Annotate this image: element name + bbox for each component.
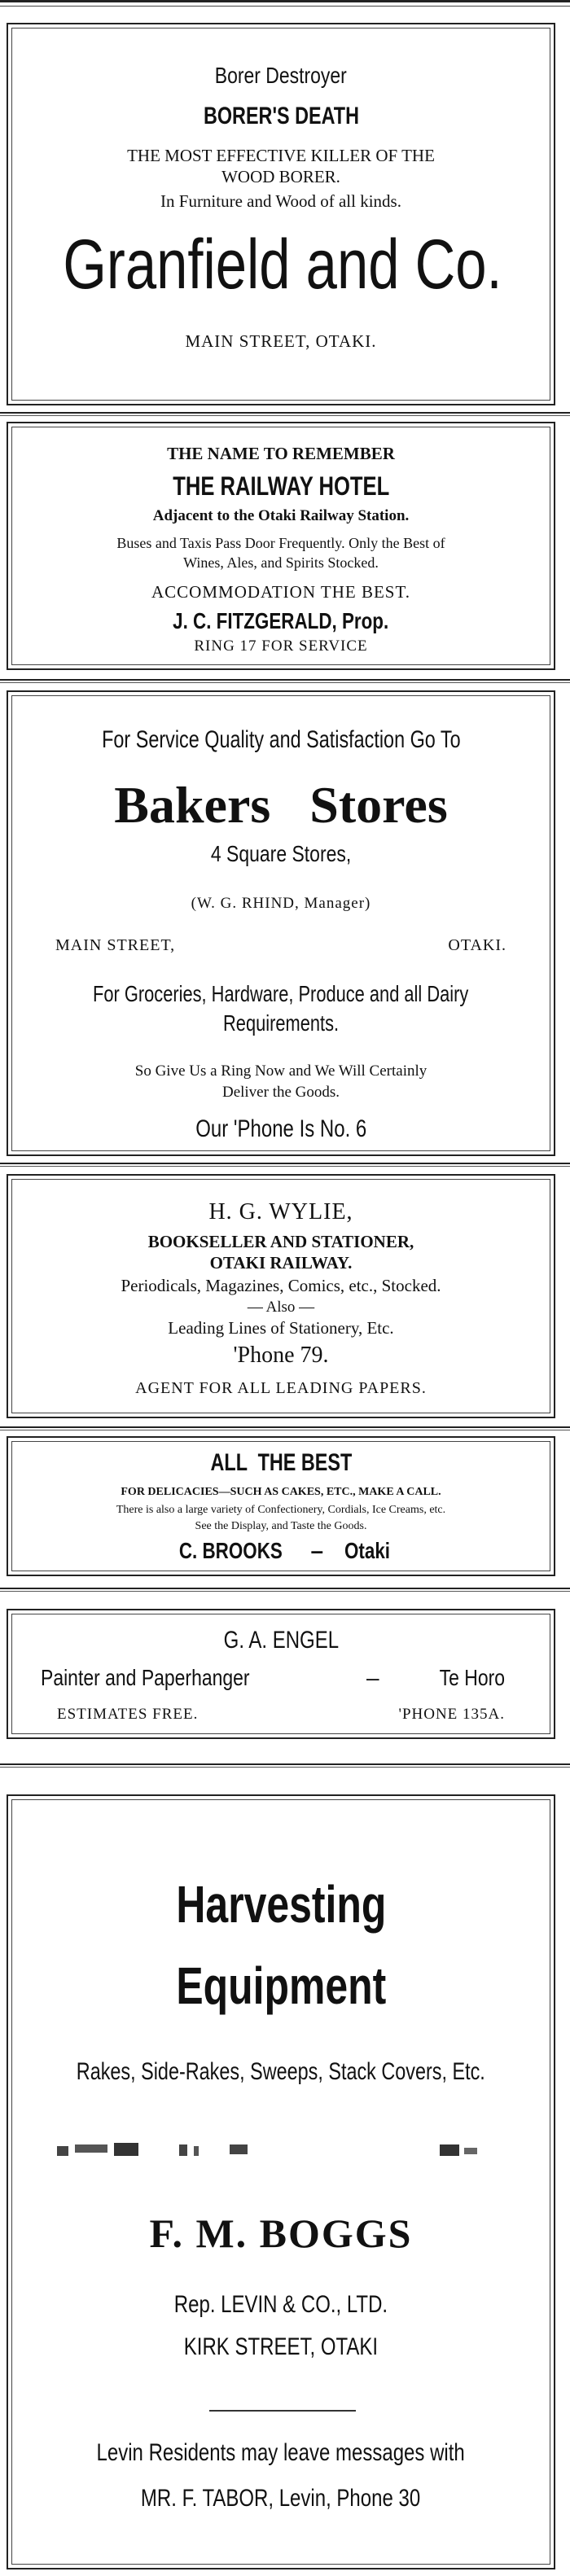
phone-number: Our 'Phone Is No. 6 — [195, 1115, 367, 1142]
ad-heading: For Service Quality and Satisfaction Go To — [101, 726, 461, 753]
town: Otaki — [344, 1538, 391, 1563]
divider — [0, 679, 570, 683]
ring-line: So Give Us a Ring Now and We Will Certainly — [134, 1062, 428, 1080]
smudged-print — [57, 2138, 489, 2162]
address: MAIN STREET, OTAKI. — [185, 331, 377, 351]
divider — [0, 1763, 570, 1768]
ad-heading: ALL THE BEST — [210, 1449, 352, 1476]
slogan-line: THE MOST EFFECTIVE KILLER OF THE — [127, 146, 435, 165]
ad-granfield — [7, 23, 555, 405]
divider — [0, 412, 570, 416]
product-name: BORER'S DEATH — [203, 103, 359, 129]
levin-line: Levin Residents may leave messages with — [96, 2439, 466, 2466]
manager: (W. G. RHIND, Manager) — [191, 895, 371, 912]
variety-line: There is also a large variety of Confectionery, Cordials, Ice Creams, etc. — [116, 1504, 446, 1516]
slogan-line: In Furniture and Wood of all kinds. — [160, 191, 401, 211]
stationery-line: Leading Lines of Stationery, Etc. — [168, 1318, 394, 1338]
tagline: Adjacent to the Otaki Railway Station. — [152, 507, 410, 524]
merchant-name: F. M. BOGGS — [149, 2210, 413, 2256]
levin-line: MR. F. TABOR, Levin, Phone 30 — [141, 2485, 421, 2512]
note-line: Wines, Ales, and Spirits Stocked. — [183, 554, 379, 571]
divider — [0, 1588, 570, 1592]
slogan-line: WOOD BORER. — [221, 167, 340, 186]
proprietor: J. C. FITZGERALD, Prop. — [173, 608, 389, 633]
shop-name: C. BROOKS — [178, 1538, 283, 1563]
ad-railway-hotel — [7, 422, 555, 670]
divider — [0, 1163, 570, 1167]
trade: Painter and Paperhanger — [41, 1665, 250, 1690]
goods-line: For Groceries, Hardware, Produce and all Dairy — [93, 981, 469, 1006]
rep-line: Rep. LEVIN & CO., LTD. — [173, 2291, 388, 2318]
ad-wylie — [7, 1174, 555, 1418]
ad-engel — [7, 1609, 555, 1739]
top-rule — [0, 0, 570, 7]
ad-bakers-stores — [7, 690, 555, 1156]
stocked-line: Periodicals, Magazines, Comics, etc., Stocked. — [121, 1276, 441, 1295]
accommodation: ACCOMMODATION THE BEST. — [151, 582, 410, 602]
company-name: Granfield and Co. — [63, 226, 502, 304]
town: Te Horo — [439, 1665, 505, 1690]
painter-name: G. A. ENGEL — [223, 1627, 339, 1654]
delicacies-line: FOR DELICACIES—SUCH AS CAKES, ETC., MAKE A CALL. — [121, 1486, 441, 1498]
ad-heading: THE NAME TO REMEMBER — [167, 444, 395, 463]
ring-line: Deliver the Goods. — [221, 1084, 340, 1101]
note-line: Buses and Taxis Pass Door Frequently. Only the Best of — [116, 535, 445, 551]
street-line: KIRK STREET, OTAKI — [183, 2333, 379, 2360]
merchant-name: H. G. WYLIE, — [208, 1199, 353, 1224]
goods-line: Requirements. — [222, 1010, 340, 1036]
phone-number: 'Phone 79. — [233, 1343, 329, 1368]
items-line: Rakes, Side-Rakes, Sweeps, Stack Covers, Etc. — [76, 2058, 486, 2085]
ad-boggs — [7, 1794, 555, 2569]
town: OTAKI. — [448, 936, 506, 954]
phone-number: 'PHONE 135A. — [398, 1706, 505, 1723]
divider — [0, 1426, 570, 1430]
short-rule — [209, 2410, 356, 2412]
estimates: ESTIMATES FREE. — [57, 1706, 199, 1723]
dash: – — [366, 1665, 379, 1690]
dash: – — [310, 1538, 324, 1563]
store-count: 4 Square Stores, — [210, 841, 352, 866]
hotel-name: THE RAILWAY HOTEL — [172, 471, 389, 501]
street: MAIN STREET, — [55, 936, 176, 954]
ad-brooks — [7, 1436, 555, 1576]
display-line: See the Display, and Taste the Goods. — [195, 1520, 367, 1532]
place: OTAKI RAILWAY. — [209, 1253, 353, 1273]
ad-subtitle: Borer Destroyer — [214, 63, 348, 88]
ring-service: RING 17 FOR SERVICE — [194, 637, 368, 655]
ad-title: Harvesting — [175, 1875, 387, 1934]
trade: BOOKSELLER AND STATIONER, — [147, 1232, 414, 1251]
store-name: Bakers Stores — [114, 776, 448, 834]
ad-title: Equipment — [176, 1956, 386, 2015]
also-line: — Also — — [247, 1299, 315, 1316]
agent-line: AGENT FOR ALL LEADING PAPERS. — [135, 1379, 427, 1397]
